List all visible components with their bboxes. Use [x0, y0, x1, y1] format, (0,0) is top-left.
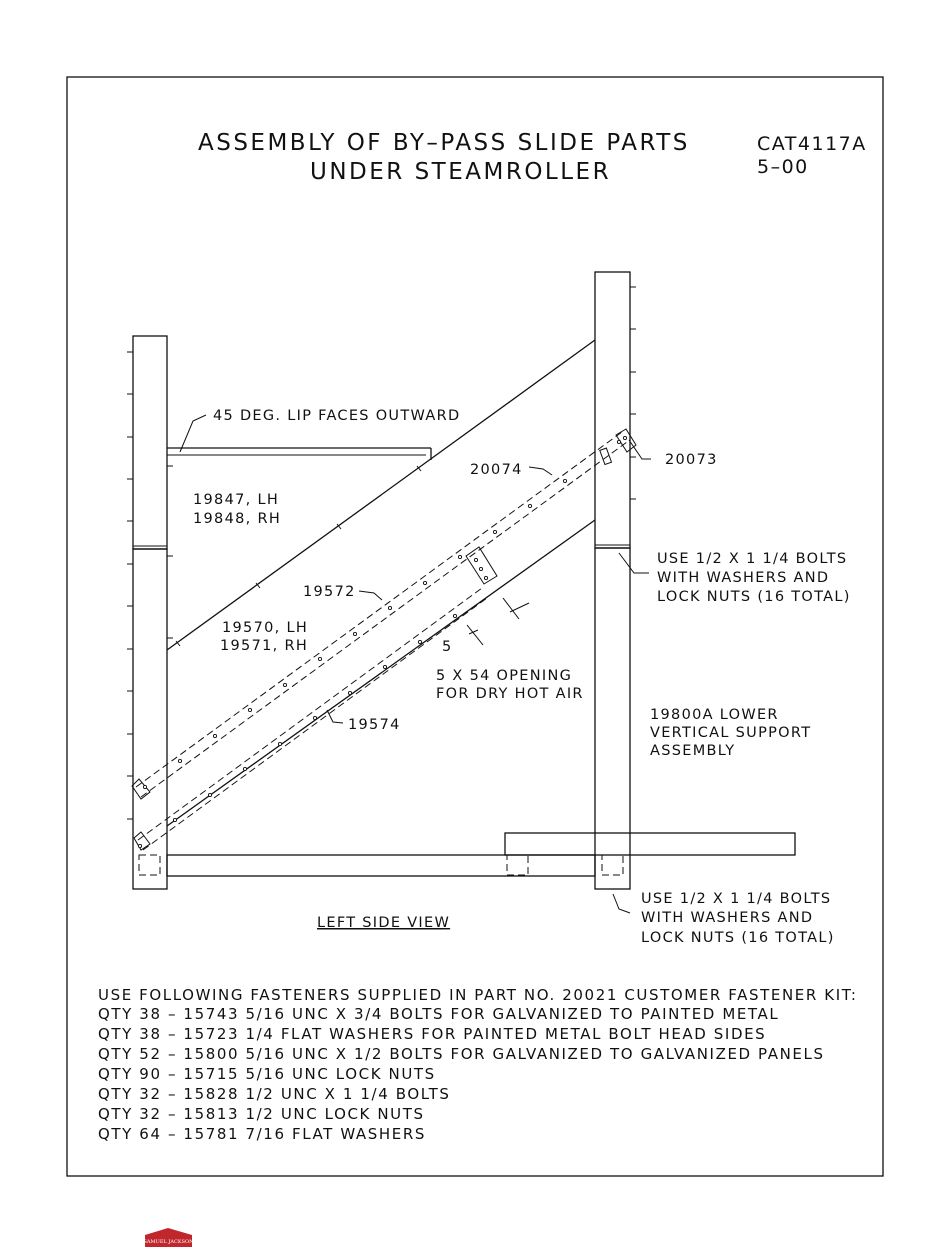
- opening-label-line2: FOR DRY HOT AIR: [436, 686, 584, 702]
- part-20074-label: 20074: [470, 462, 523, 478]
- fastener-heading: USE FOLLOWING FASTENERS SUPPLIED IN PART NO. 20021 CUSTOMER FASTENER KIT:: [98, 986, 858, 1004]
- fastener-item: QTY 32 – 15828 1/2 UNC X 1 1/4 BOLTS: [98, 1085, 451, 1103]
- dimension-5-label: 5: [442, 639, 453, 655]
- upper-bolt-note-line2: WITH WASHERS AND: [657, 570, 830, 586]
- upper-bolt-note-line3: LOCK NUTS (16 TOTAL): [657, 589, 851, 605]
- support-assembly-line3: ASSEMBLY: [650, 743, 736, 759]
- part-19571-label: 19571, RH: [220, 638, 309, 654]
- lower-bolt-note-line2: WITH WASHERS AND: [641, 910, 814, 926]
- fastener-item: QTY 38 – 15723 1/4 FLAT WASHERS FOR PAINTED METAL BOLT HEAD SIDES: [98, 1025, 767, 1043]
- part-20073-label: 20073: [665, 452, 718, 468]
- fastener-item: QTY 32 – 15813 1/2 UNC LOCK NUTS: [98, 1105, 425, 1123]
- upper-bolt-note-line1: USE 1/2 X 1 1/4 BOLTS: [657, 551, 848, 567]
- logo-text: SAMUEL JACKSON: [143, 1239, 194, 1245]
- part-19847-label: 19847, LH: [193, 492, 280, 508]
- slide-part-19572: [132, 429, 636, 799]
- part-19572-label: 19572: [303, 584, 356, 600]
- fastener-item: QTY 38 – 15743 5/16 UNC X 3/4 BOLTS FOR GALVANIZED TO PAINTED METAL: [98, 1005, 780, 1023]
- opening-label-line1: 5 X 54 OPENING: [436, 668, 573, 684]
- revision-label: 5–00: [757, 156, 809, 178]
- support-assembly-line2: VERTICAL SUPPORT: [650, 725, 812, 741]
- lower-bolt-note-line3: LOCK NUTS (16 TOTAL): [641, 930, 835, 946]
- lip-note-label: 45 DEG. LIP FACES OUTWARD: [213, 408, 461, 424]
- title-line1: ASSEMBLY OF BY–PASS SLIDE PARTS: [198, 130, 690, 156]
- view-label: LEFT SIDE VIEW: [317, 915, 451, 931]
- left-vertical-post: [127, 336, 173, 889]
- part-19848-label: 19848, RH: [193, 511, 282, 527]
- bottom-rails: [167, 833, 795, 876]
- support-assembly-line1: 19800A LOWER: [650, 707, 779, 723]
- part-19570-label: 19570, LH: [222, 620, 309, 636]
- leader-lines: [180, 415, 651, 913]
- fastener-item: QTY 64 – 15781 7/16 FLAT WASHERS: [98, 1125, 427, 1143]
- fastener-item: QTY 52 – 15800 5/16 UNC X 1/2 BOLTS FOR GALVANIZED TO GALVANIZED PANELS: [98, 1045, 825, 1063]
- company-logo: [143, 1228, 194, 1247]
- drawing-code: CAT4117A: [757, 133, 867, 155]
- fastener-list: [98, 986, 858, 1143]
- right-vertical-post: [595, 272, 636, 889]
- part-19574-label: 19574: [348, 717, 401, 733]
- title-line2: UNDER STEAMROLLER: [310, 159, 612, 185]
- fastener-item: QTY 90 – 15715 5/16 UNC LOCK NUTS: [98, 1065, 436, 1083]
- lower-bolt-note-line1: USE 1/2 X 1 1/4 BOLTS: [641, 891, 832, 907]
